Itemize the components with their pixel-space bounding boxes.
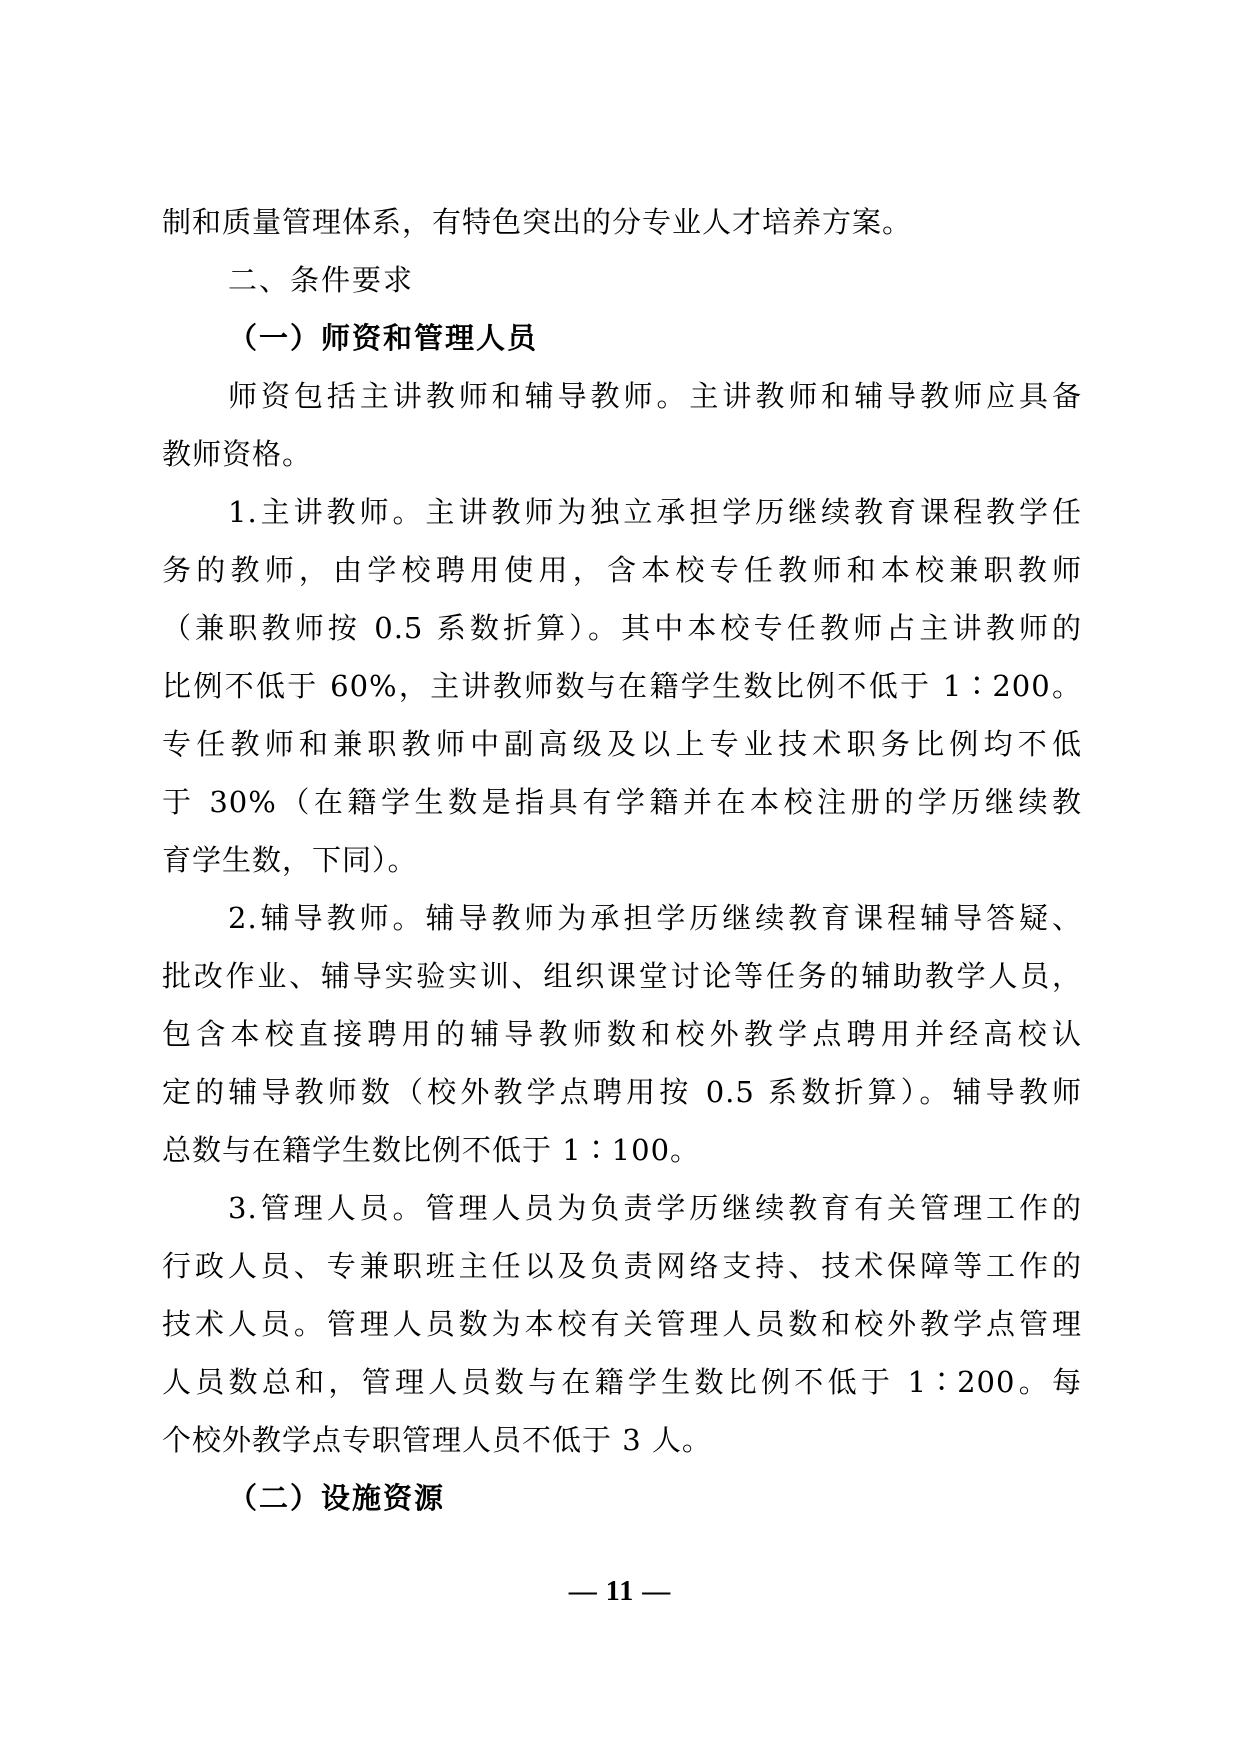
subsection-heading-facilities: （二）设施资源 xyxy=(228,1481,446,1515)
paragraph-line: （兼职教师按 0.5 系数折算）。其中本校专任教师占主讲教师的 xyxy=(162,611,1082,645)
paragraph-line: 2.辅导教师。辅导教师为承担学历继续教育课程辅导答疑、 xyxy=(228,901,1082,935)
paragraph-continuation-line: 制和质量管理体系，有特色突出的分专业人才培养方案。 xyxy=(162,205,913,239)
paragraph-line: 于 30%（在籍学生数是指具有学籍并在本校注册的学历继续教 xyxy=(162,785,1082,819)
page-number: — 11 — xyxy=(568,1576,672,1607)
paragraph-line: 包含本校直接聘用的辅导教师数和校外教学点聘用并经高校认 xyxy=(162,1017,1082,1051)
paragraph-line: 教师资格。 xyxy=(162,437,313,471)
paragraph-line: 批改作业、辅导实验实训、组织课堂讨论等任务的辅助教学人员， xyxy=(162,959,1082,993)
document-body xyxy=(162,193,1082,1527)
paragraph-line: 比例不低于 60%，主讲教师数与在籍学生数比例不低于 1∶200。 xyxy=(162,669,1082,703)
paragraph-line: 育学生数，下同）。 xyxy=(162,843,418,877)
paragraph-line: 人员数总和，管理人员数与在籍学生数比例不低于 1∶200。每 xyxy=(162,1365,1082,1399)
paragraph-line: 1.主讲教师。主讲教师为独立承担学历继续教育课程教学任 xyxy=(228,495,1082,529)
paragraph-line: 务的教师，由学校聘用使用，含本校专任教师和本校兼职教师 xyxy=(162,553,1082,587)
paragraph-line: 行政人员、专兼职班主任以及负责网络支持、技术保障等工作的 xyxy=(162,1249,1082,1283)
paragraph-line: 总数与在籍学生数比例不低于 1∶100。 xyxy=(162,1133,701,1167)
section-heading-conditions: 二、条件要求 xyxy=(228,263,415,297)
paragraph-line: 技术人员。管理人员数为本校有关管理人员数和校外教学点管理 xyxy=(162,1307,1082,1341)
paragraph-line: 定的辅导教师数（校外教学点聘用按 0.5 系数折算）。辅导教师 xyxy=(162,1075,1082,1109)
paragraph-line: 个校外教学点专职管理人员不低于 3 人。 xyxy=(162,1423,712,1457)
paragraph-line: 师资包括主讲教师和辅导教师。主讲教师和辅导教师应具备 xyxy=(228,379,1082,413)
subsection-heading-faculty: （一）师资和管理人员 xyxy=(228,321,539,355)
paragraph-line: 专任教师和兼职教师中副高级及以上专业技术职务比例均不低 xyxy=(162,727,1082,761)
paragraph-line: 3.管理人员。管理人员为负责学历继续教育有关管理工作的 xyxy=(228,1191,1082,1225)
